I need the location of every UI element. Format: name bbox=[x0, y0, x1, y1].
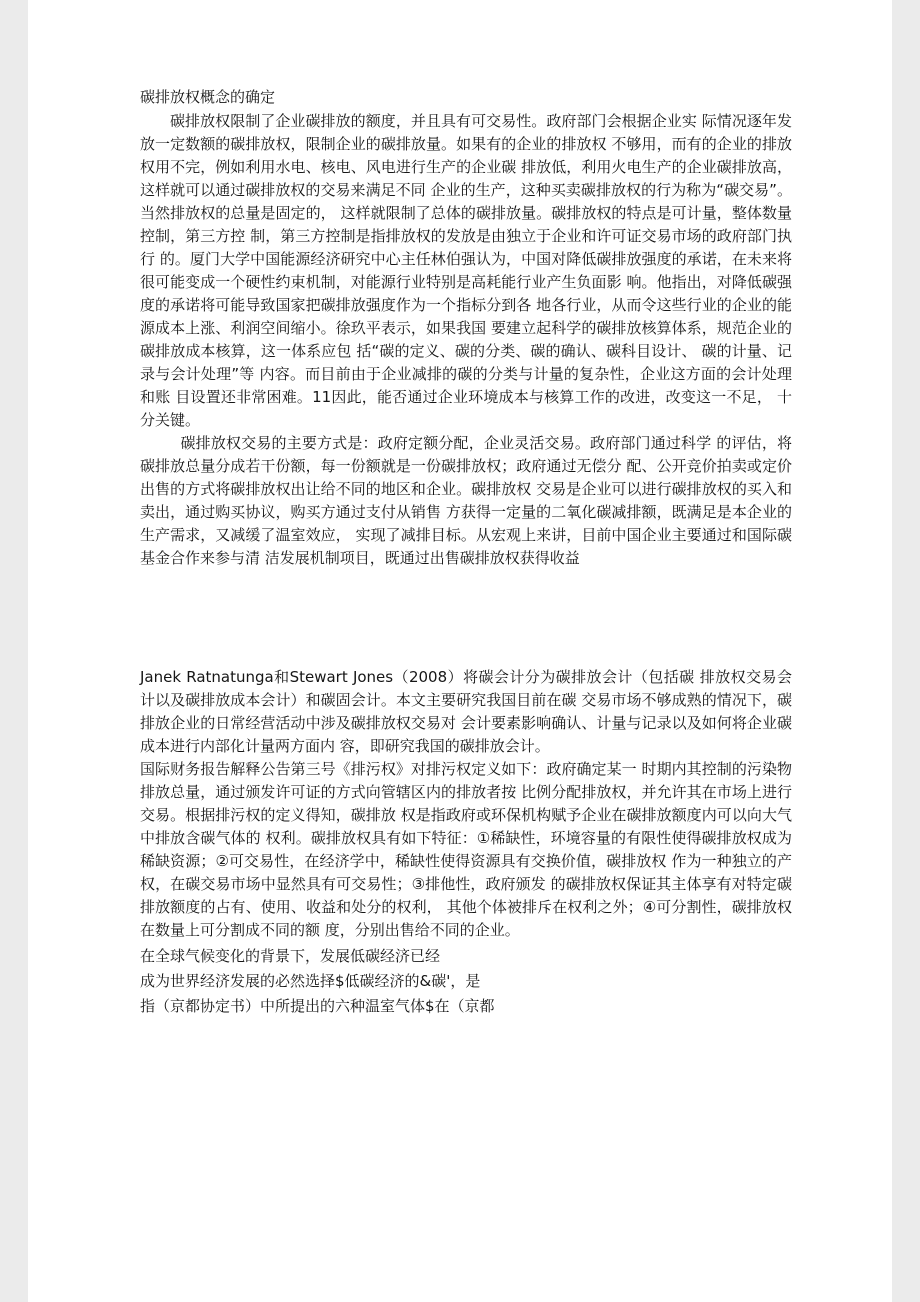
page-margin-right bbox=[892, 0, 920, 1302]
closing-lines bbox=[140, 944, 792, 1019]
closing-line-1: 在全球气候变化的背景下，发展低碳经济已经 bbox=[140, 947, 441, 965]
closing-line-3: 指（京都协定书）中所提出的六种温室气体$在（京都 bbox=[140, 997, 495, 1015]
paragraph-emission-rights-features: 国际财务报告解释公告第三号《排污权》对排污权定义如下：政府确定某一 时期内其控制的污染物排放总量，通过颁发许可证的方式向管辖区内的排放者按 比例分配排放权，并允许其在市场上进行交易。根据排污权的定义得知，碳排放 权是指政府或环保机构赋予企业在碳排放额度内可以向大气中排放含碳气体的 权利。碳排放权具有如下特征：①稀缺性，环境容量的有限性使得碳排放权成为 稀缺资源；②可交易性，在经济学中，稀缺性使得资源具有交换价值，碳排放权 作为一种独立的产权，在碳交易市场中显然具有可交易性；③排他性，政府颁发 的碳排放权保证其主体享有对特定碳排放额度的占有、使用、收益和处分的权利， 其他个体被排斥在权利之外；④可分割性，碳排放权在数量上可分割成不同的额 度，分别出售给不同的企业。 bbox=[140, 760, 792, 939]
paragraph-trading-methods: 碳排放权交易的主要方式是：政府定额分配，企业灵活交易。政府部门通过科学 的评估，将碳排放总量分成若干份额，每一份额就是一份碳排放权；政府通过无偿分 配、公开竞价拍卖或定价出售的方式将碳排放权出让给不同的地区和企业。碳排放权 交易是企业可以进行碳排放权的买入和卖出，通过购买协议，购买方通过支付从销售 方获得一定量的二氧化碳减排额，既满足是本企业的生产需求，又减缓了温室效应， 实现了减排目标。从宏观上来讲，目前中国企业主要通过和国际碳基金合作来参与清 洁发展机制项目，既通过出售碳排放权获得收益 bbox=[140, 434, 792, 567]
paragraph-carbon-accounting: Janek Ratnatunga和Stewart Jones（2008）将碳会计分为碳排放会计（包括碳 排放权交易会计以及碳排放成本会计）和碳固会计。本文主要研究我国目前在碳 交易市场不够成熟的情况下，碳排放企业的日常经营活动中涉及碳排放权交易对 会计要素影响确认、计量与记录以及如何将企业碳成本进行内部化计量两方面内 容，即研究我国的碳排放会计。 bbox=[140, 668, 792, 755]
page-margin-left bbox=[0, 0, 28, 1302]
paragraph-carbon-rights-definition: 碳排放权限制了企业碳排放的额度，并且具有可交易性。政府部门会根据企业实 际情况逐年发放一定数额的碳排放权，限制企业的碳排放量。如果有的企业的排放权 不够用，而有的企业的排放权用不完，例如利用水电、核电、风电进行生产的企业碳 排放低，利用火电生产的企业碳排放高，这样就可以通过碳排放权的交易来满足不同 企业的生产，这种买卖碳排放权的行为称为“碳交易”。当然排放权的总量是固定的， 这样就限制了总体的碳排放量。碳排放权的特点是可计量，整体数量控制，第三方控 制，第三方控制是指排放权的发放是由独立于企业和许可证交易市场的政府部门执行 的。厦门大学中国能源经济研究中心主任林伯强认为，中国对降低碳排放强度的承诺，在未来将很可能变成一个硬性约束机制，对能源行业特别是高耗能行业产生负面影 响。他指出，对降低碳强度的承诺将可能导致国家把碳排放强度作为一个指标分到各 地各行业，从而令这些行业的企业的能源成本上涨、利润空间缩小。徐玖平表示，如果我国 要建立起科学的碳排放核算体系，规范企业的碳排放成本核算，这一体系应包 括“碳的定义、碳的分类、碳的确认、碳科目设计、 碳的计量、记录与会计处理”等 内容。而目前由于企业减排的碳的分类与计量的复杂性，企业这方面的会计处理和账 目设置还非常困难。11因此，能否通过企业环境成本与核算工作的改进，改变这一不足， 十分关键。 bbox=[140, 112, 792, 429]
closing-line-2: 成为世界经济发展的必然选择$低碳经济的&碳'，是 bbox=[140, 972, 481, 990]
page-title: 碳排放权概念的确定 bbox=[140, 88, 276, 106]
document-body bbox=[140, 86, 792, 1019]
